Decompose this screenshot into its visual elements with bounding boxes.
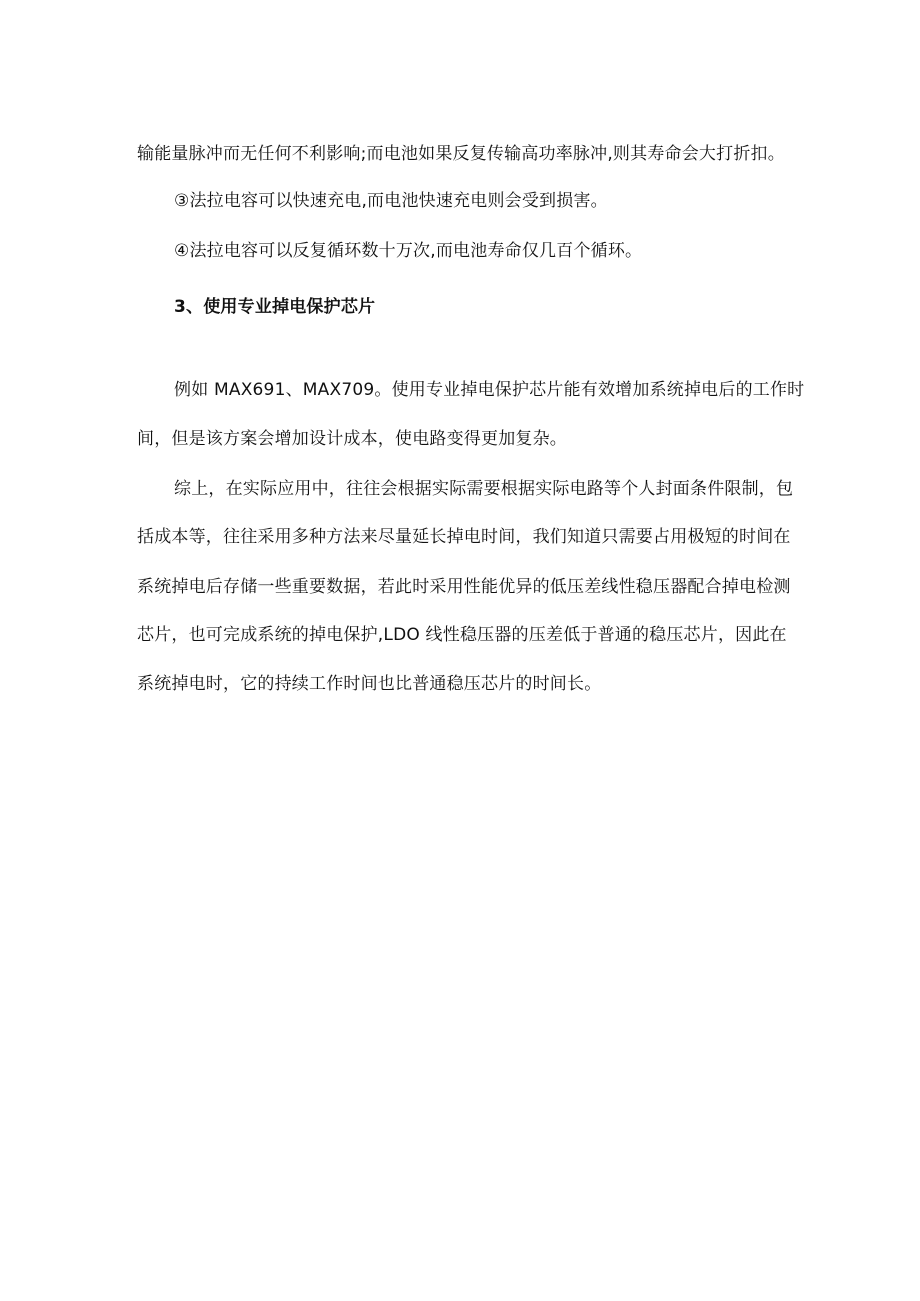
- paragraph-line: 芯片，也可完成系统的掉电保护,LDO 线性稳压器的压差低于普通的稳压芯片，因此在: [137, 625, 787, 645]
- paragraph-line: 间，但是该方案会增加设计成本，使电路变得更加复杂。: [137, 429, 567, 449]
- paragraph-line: 系统掉电后存储一些重要数据，若此时采用性能优异的低压差线性稳压器配合掉电检测: [137, 577, 791, 597]
- paragraph-line: 系统掉电时，它的持续工作时间也比普通稳压芯片的时间长。: [137, 674, 602, 694]
- list-item-3: ③法拉电容可以快速充电,而电池快速充电则会受到损害。: [174, 191, 608, 211]
- paragraph-line: 例如 MAX691、MAX709。使用专业掉电保护芯片能有效增加系统掉电后的工作时: [174, 380, 805, 400]
- body-text-line: 输能量脉冲而无任何不利影响;而电池如果反复传输高功率脉冲,则其寿命会大打折扣。: [137, 144, 785, 164]
- section-heading: 3、使用专业掉电保护芯片: [174, 297, 376, 317]
- list-item-4: ④法拉电容可以反复循环数十万次,而电池寿命仅几百个循环。: [174, 241, 643, 261]
- paragraph-line: 综上，在实际应用中，往往会根据实际需要根据实际电路等个人封面条件限制，包: [174, 479, 794, 499]
- paragraph-line: 括成本等，往往采用多种方法来尽量延长掉电时间，我们知道只需要占用极短的时间在: [137, 527, 791, 547]
